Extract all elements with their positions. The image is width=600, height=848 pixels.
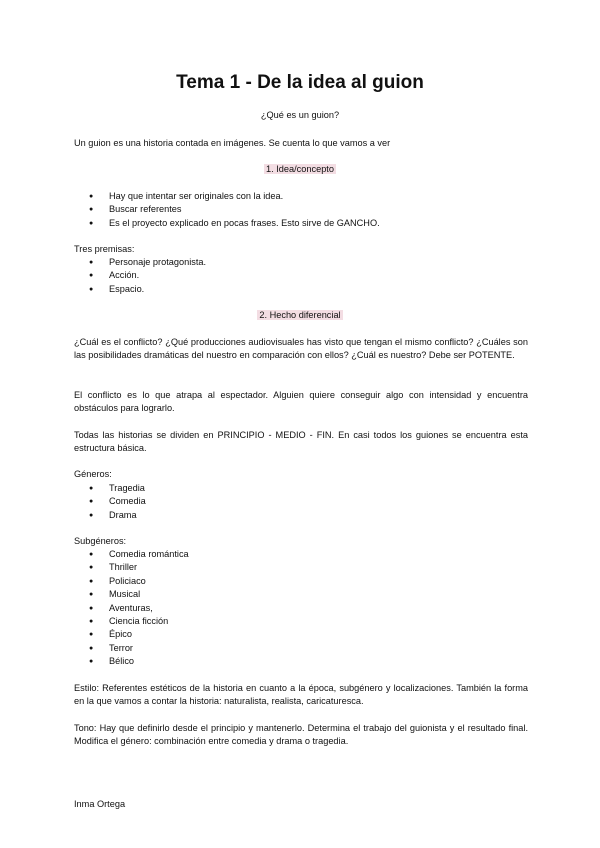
list-item: ● Buscar referentes (74, 203, 380, 216)
page-title: Tema 1 - De la idea al guion (176, 72, 424, 93)
list-item: ● Personaje protagonista. (74, 256, 206, 269)
list-item: ● Es el proyecto explicado en pocas frases. Esto sirve de GANCHO. (74, 217, 380, 230)
list-item: ● Espacio. (74, 283, 206, 296)
conflict-paragraph: ¿Cuál es el conflicto? ¿Qué producciones audiovisuales has visto que tengan el mismo conflicto? ¿Cuáles son las posibilidades dramáticas del nuestro en comparación con ellos? ¿Cuál es nuestro? Debe ser POTENTE. (74, 337, 528, 361)
conflict-explanation-paragraph: El conflicto es lo que atrapa al espectador. Alguien quiere conseguir algo con intensidad y encuentra obstáculos para lograrlo. (74, 390, 528, 414)
section-1-heading: 1. Idea/concepto (266, 164, 334, 174)
subtitle: ¿Qué es un guion? (260, 110, 340, 120)
structure-paragraph: Todas las historias se dividen en PRINCIPIO - MEDIO - FIN. En casi todos los guiones se encuentra esta estructura básica. (74, 430, 528, 454)
list-item: ● Thriller (74, 561, 189, 574)
generos-list (74, 482, 146, 522)
list-item: ● Comedia romántica (74, 548, 189, 561)
subgeneros-list (74, 548, 189, 669)
subgeneros-label: Subgéneros: (74, 536, 127, 546)
idea-bullet-list (74, 190, 380, 230)
premisas-label: Tres premisas: (74, 244, 135, 254)
list-item: ● Hay que intentar ser originales con la idea. (74, 190, 380, 203)
list-item: ● Comedia (74, 495, 146, 508)
list-item: ● Terror (74, 642, 189, 655)
list-item: ● Bélico (74, 655, 189, 668)
list-item: ● Policiaco (74, 575, 189, 588)
list-item: ● Ciencia ficción (74, 615, 189, 628)
author-name: Inma Ortega (74, 799, 126, 809)
list-item: ● Drama (74, 509, 146, 522)
section-2-heading-wrap (0, 309, 600, 322)
section-1-heading-wrap (0, 163, 600, 176)
tono-paragraph: Tono: Hay que definirlo desde el principio y mantenerlo. Determina el trabajo del guionista y el resultado final. Modifica el género: combinación entre comedia y drama o tragedia. (74, 723, 528, 747)
list-item: ● Aventuras, (74, 602, 189, 615)
list-item: ● Tragedia (74, 482, 146, 495)
list-item: ● Acción. (74, 269, 206, 282)
section-2-heading: 2. Hecho diferencial (259, 310, 341, 320)
intro-paragraph: Un guion es una historia contada en imágenes. Se cuenta lo que vamos a ver (74, 138, 391, 148)
list-item: ● Musical (74, 588, 189, 601)
premisas-list (74, 256, 206, 296)
estilo-paragraph: Estilo: Referentes estéticos de la historia en cuanto a la época, subgénero y localizaciones. También la forma en la que vamos a contar la historia: naturalista, realista, caricaturesca. (74, 683, 528, 707)
generos-label: Géneros: (74, 469, 112, 479)
list-item: ● Épico (74, 628, 189, 641)
